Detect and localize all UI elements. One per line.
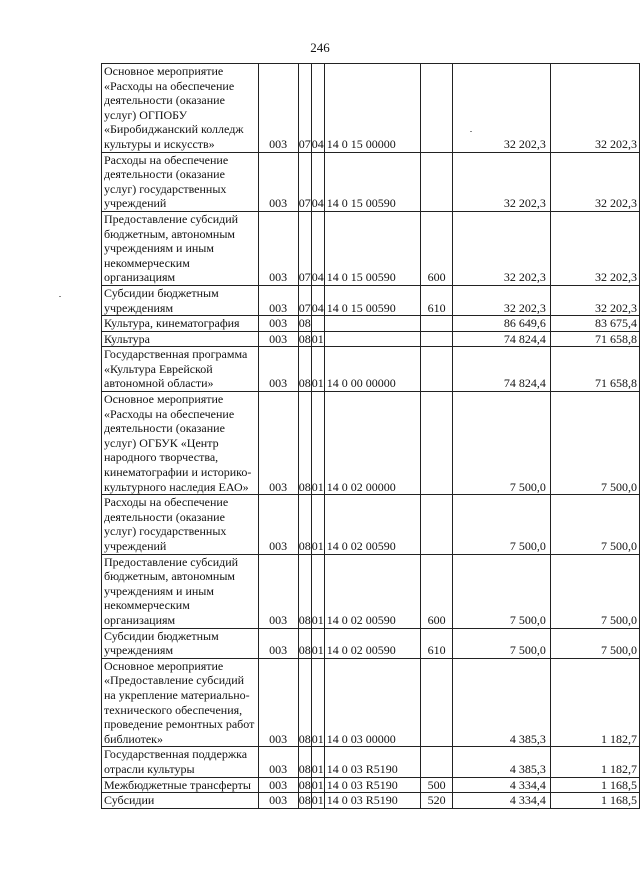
- target-article-code: 14 0 00 00000: [324, 347, 421, 392]
- subsection-code: 01: [311, 392, 324, 495]
- table-row: [102, 495, 640, 554]
- expense-type-code: [421, 152, 453, 211]
- section-code: 08: [298, 628, 311, 658]
- amount-year-1: 4 385,3: [452, 658, 550, 747]
- table-row: [102, 793, 640, 809]
- section-code: 08: [298, 554, 311, 628]
- expense-type-code: 600: [421, 554, 453, 628]
- amount-year-1: 32 202,3: [452, 64, 550, 153]
- expense-type-code: 520: [421, 793, 453, 809]
- subsection-code: 01: [311, 793, 324, 808]
- subsection-code: 01: [311, 628, 324, 658]
- subsection-code: 04: [311, 285, 324, 315]
- expense-type-code: [421, 392, 453, 495]
- admin-code: 003: [258, 211, 298, 285]
- amount-year-1: 32 202,3: [452, 211, 550, 285]
- row-name: Предоставление субсидий бюджетным, автономным учреждениям и иным некоммерческим организациям: [102, 211, 259, 285]
- amount-year-1: 74 824,4: [452, 347, 550, 392]
- table-row: [102, 316, 640, 332]
- amount-year-1: 4 385,3: [452, 747, 550, 777]
- table-row: [102, 331, 640, 347]
- admin-code: 003: [258, 64, 298, 153]
- subsection-code: 01: [311, 747, 324, 777]
- expense-type-code: [421, 331, 453, 347]
- row-name: Основное мероприятие «Расходы на обеспечение деятельности (оказание услуг) ОГПОБУ «Биробиджанский колледж культуры и искусств»: [102, 64, 259, 153]
- target-article-code: [324, 331, 421, 347]
- amount-year-2: 7 500,0: [550, 628, 639, 658]
- row-name: Основное мероприятие «Предоставление субсидий на укрепление материально-технического обеспечения, проведение ремонтных работ библиотек»: [102, 658, 259, 747]
- section-code: 08: [298, 392, 311, 495]
- target-article-code: 14 0 03 R5190: [324, 777, 421, 793]
- amount-year-2: 71 658,8: [550, 347, 639, 392]
- expense-type-code: 600: [421, 211, 453, 285]
- section-code: 08: [298, 331, 311, 346]
- target-article-code: 14 0 02 00000: [324, 392, 421, 495]
- section-code: 08: [298, 347, 311, 392]
- target-article-code: 14 0 15 00590: [324, 211, 421, 285]
- admin-code: 003: [258, 554, 298, 628]
- amount-year-1: 74 824,4: [452, 331, 550, 347]
- amount-year-2: 1 168,5: [550, 777, 639, 793]
- admin-code: 003: [258, 152, 298, 211]
- row-name: Межбюджетные трансферты: [102, 777, 259, 793]
- table-row: [102, 211, 640, 285]
- target-article-code: 14 0 03 R5190: [324, 747, 421, 777]
- row-name: Культура: [102, 331, 259, 347]
- amount-year-1: 32 202,3: [452, 285, 550, 315]
- subsection-code: 04: [311, 64, 324, 153]
- subsection-code: 01: [311, 495, 324, 554]
- budget-table-body: [102, 64, 640, 809]
- admin-code: 003: [258, 392, 298, 495]
- section-code: 08: [298, 316, 311, 331]
- target-article-code: 14 0 03 R5190: [324, 793, 421, 809]
- budget-table: [101, 63, 640, 809]
- row-name: Государственная поддержка отрасли культуры: [102, 747, 259, 777]
- scan-speck: [470, 131, 472, 132]
- amount-year-1: 4 334,4: [452, 777, 550, 793]
- expense-type-code: [421, 495, 453, 554]
- amount-year-1: 7 500,0: [452, 392, 550, 495]
- table-row: [102, 777, 640, 793]
- section-code: 07: [298, 64, 311, 153]
- admin-code: 003: [258, 777, 298, 793]
- amount-year-1: 32 202,3: [452, 152, 550, 211]
- page-number: 246: [310, 40, 330, 55]
- scan-speck: [59, 296, 61, 297]
- admin-code: 003: [258, 658, 298, 747]
- admin-code: 003: [258, 628, 298, 658]
- admin-code: 003: [258, 495, 298, 554]
- expense-type-code: 610: [421, 628, 453, 658]
- amount-year-1: 86 649,6: [452, 316, 550, 332]
- section-code: 07: [298, 211, 311, 285]
- target-article-code: 14 0 15 00000: [324, 64, 421, 153]
- admin-code: 003: [258, 747, 298, 777]
- row-name: Государственная программа «Культура Еврейской автономной области»: [102, 347, 259, 392]
- subsection-code: 01: [311, 347, 324, 392]
- subsection-code: [311, 316, 324, 332]
- target-article-code: [324, 316, 421, 332]
- target-article-code: 14 0 02 00590: [324, 628, 421, 658]
- subsection-code: 04: [311, 211, 324, 285]
- table-row: [102, 347, 640, 392]
- subsection-code: 01: [311, 658, 324, 747]
- table-row: [102, 554, 640, 628]
- table-row: [102, 285, 640, 315]
- admin-code: 003: [258, 347, 298, 392]
- expense-type-code: [421, 64, 453, 153]
- amount-year-2: 1 168,5: [550, 793, 639, 809]
- section-code: 08: [298, 747, 311, 777]
- amount-year-2: 32 202,3: [550, 64, 639, 153]
- table-row: [102, 64, 640, 153]
- amount-year-1: 4 334,4: [452, 793, 550, 809]
- target-article-code: 14 0 02 00590: [324, 554, 421, 628]
- expense-type-code: 610: [421, 285, 453, 315]
- row-name: Субсидии: [102, 793, 259, 809]
- target-article-code: 14 0 15 00590: [324, 152, 421, 211]
- subsection-code: 01: [311, 331, 324, 346]
- amount-year-1: 7 500,0: [452, 554, 550, 628]
- section-code: 07: [298, 152, 311, 211]
- admin-code: 003: [258, 285, 298, 315]
- table-row: [102, 747, 640, 777]
- target-article-code: 14 0 15 00590: [324, 285, 421, 315]
- amount-year-2: 83 675,4: [550, 316, 639, 332]
- amount-year-2: 71 658,8: [550, 331, 639, 347]
- row-name: Субсидии бюджетным учреждениям: [102, 285, 259, 315]
- section-code: 08: [298, 495, 311, 554]
- admin-code: 003: [258, 793, 298, 809]
- expense-type-code: [421, 747, 453, 777]
- subsection-code: 01: [311, 777, 324, 792]
- amount-year-2: 32 202,3: [550, 152, 639, 211]
- expense-type-code: 500: [421, 777, 453, 793]
- amount-year-2: 1 182,7: [550, 747, 639, 777]
- table-row: [102, 392, 640, 495]
- row-name: Расходы на обеспечение деятельности (оказание услуг) государственных учреждений: [102, 495, 259, 554]
- row-name: Культура, кинематография: [102, 316, 259, 332]
- table-row: [102, 628, 640, 658]
- amount-year-2: 7 500,0: [550, 392, 639, 495]
- table-row: [102, 658, 640, 747]
- row-name: Предоставление субсидий бюджетным, автономным учреждениям и иным некоммерческим организациям: [102, 554, 259, 628]
- admin-code: 003: [258, 331, 298, 347]
- amount-year-1: 7 500,0: [452, 495, 550, 554]
- expense-type-code: [421, 316, 453, 332]
- target-article-code: 14 0 02 00590: [324, 495, 421, 554]
- subsection-code: 01: [311, 554, 324, 628]
- amount-year-2: 1 182,7: [550, 658, 639, 747]
- amount-year-2: 7 500,0: [550, 554, 639, 628]
- admin-code: 003: [258, 316, 298, 332]
- section-code: 08: [298, 777, 311, 792]
- target-article-code: 14 0 03 00000: [324, 658, 421, 747]
- amount-year-2: 7 500,0: [550, 495, 639, 554]
- amount-year-1: 7 500,0: [452, 628, 550, 658]
- amount-year-2: 32 202,3: [550, 285, 639, 315]
- section-code: 07: [298, 285, 311, 315]
- subsection-code: 04: [311, 152, 324, 211]
- expense-type-code: [421, 347, 453, 392]
- row-name: Основное мероприятие «Расходы на обеспечение деятельности (оказание услуг) ОГБУК «Центр народного творчества, кинематографии и историко-культурного наследия ЕАО»: [102, 392, 259, 495]
- expense-type-code: [421, 658, 453, 747]
- table-row: [102, 152, 640, 211]
- row-name: Субсидии бюджетным учреждениям: [102, 628, 259, 658]
- section-code: 08: [298, 793, 311, 808]
- section-code: 08: [298, 658, 311, 747]
- row-name: Расходы на обеспечение деятельности (оказание услуг) государственных учреждений: [102, 152, 259, 211]
- amount-year-2: 32 202,3: [550, 211, 639, 285]
